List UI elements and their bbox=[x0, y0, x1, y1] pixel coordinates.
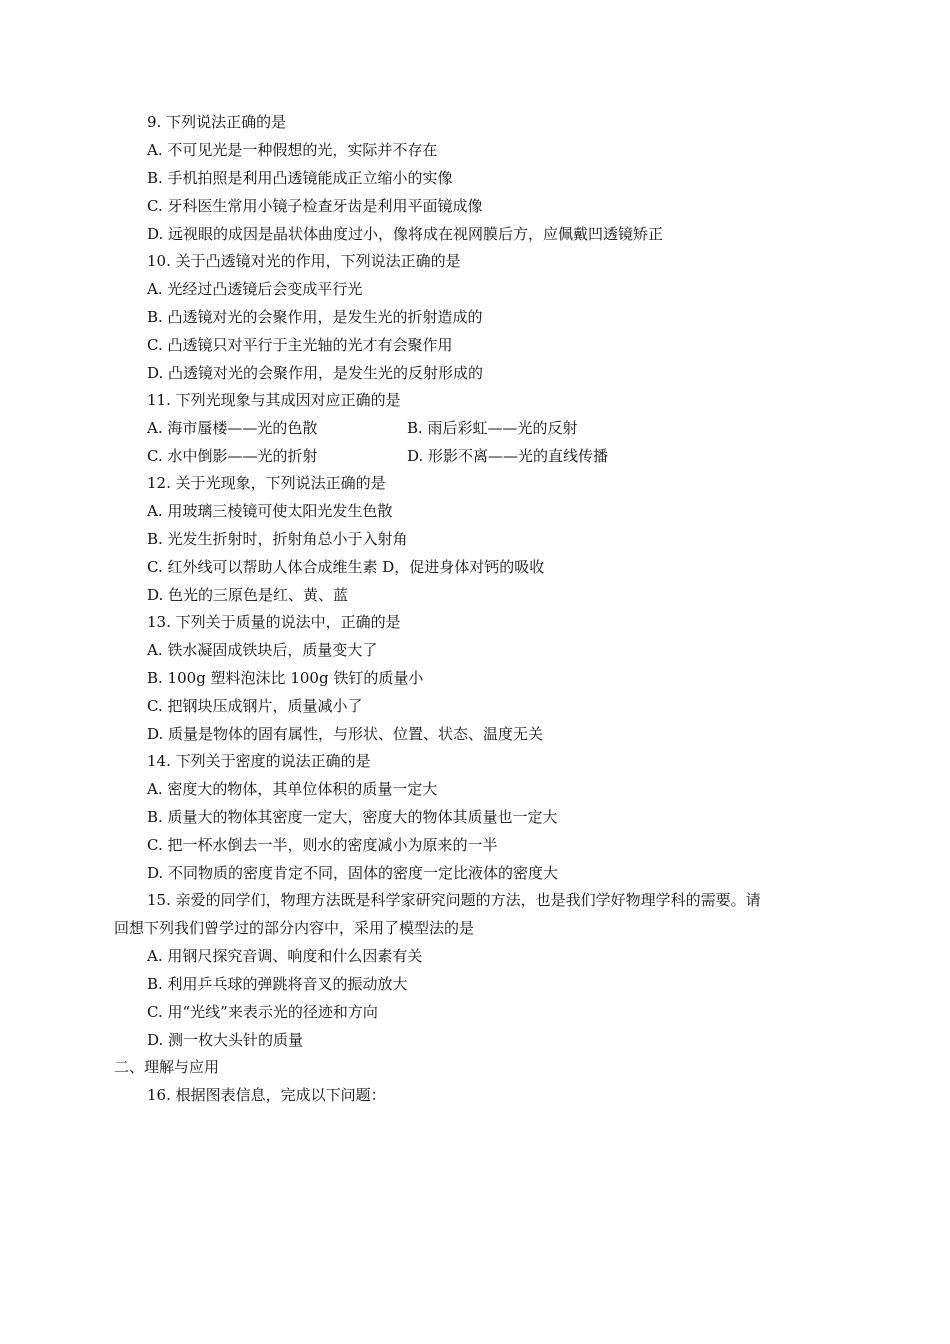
question-12-option-a: A. 用玻璃三棱镜可使太阳光发生色散 bbox=[147, 502, 393, 520]
question-15-option-d: D. 测一枚大头针的质量 bbox=[147, 1031, 304, 1049]
question-12-option-b: B. 光发生折射时，折射角总小于入射角 bbox=[147, 530, 408, 548]
question-14-option-c: C. 把一杯水倒去一半，则水的密度减小为原来的一半 bbox=[147, 836, 498, 854]
question-9-option-d: D. 远视眼的成因是晶状体曲度过小，像将成在视网膜后方，应佩戴凹透镜矫正 bbox=[147, 225, 664, 243]
question-15-stem-line2: 回想下列我们曾学过的部分内容中，采用了模型法的是 bbox=[114, 919, 475, 937]
question-10-option-a: A. 光经过凸透镜后会变成平行光 bbox=[147, 280, 363, 298]
question-14-option-a: A. 密度大的物体，其单位体积的质量一定大 bbox=[147, 780, 438, 798]
question-11-stem: 11. 下列光现象与其成因对应正确的是 bbox=[147, 391, 401, 409]
question-13-option-b: B. 100g 塑料泡沫比 100g 铁钉的质量小 bbox=[147, 669, 424, 687]
question-15-option-b: B. 利用乒乓球的弹跳将音叉的振动放大 bbox=[147, 975, 408, 993]
question-13-option-c: C. 把钢块压成钢片，质量减小了 bbox=[147, 697, 363, 715]
question-13-stem: 13. 下列关于质量的说法中，正确的是 bbox=[147, 613, 401, 631]
question-9-option-c: C. 牙科医生常用小镜子检查牙齿是利用平面镜成像 bbox=[147, 197, 483, 215]
question-11-option-a: A. 海市蜃楼——光的色散 bbox=[147, 419, 318, 437]
question-15-option-a: A. 用钢尺探究音调、响度和什么因素有关 bbox=[147, 947, 423, 965]
question-10-option-d: D. 凸透镜对光的会聚作用，是发生光的反射形成的 bbox=[147, 364, 484, 382]
question-11-option-c: C. 水中倒影——光的折射 bbox=[147, 447, 318, 465]
question-12-option-d: D. 色光的三原色是红、黄、蓝 bbox=[147, 586, 349, 604]
question-16-stem: 16. 根据图表信息，完成以下问题： bbox=[147, 1086, 386, 1104]
section-2-heading: 二、理解与应用 bbox=[114, 1058, 220, 1076]
question-11-option-d: D. 形影不离——光的直线传播 bbox=[407, 447, 609, 465]
question-10-option-b: B. 凸透镜对光的会聚作用，是发生光的折射造成的 bbox=[147, 308, 483, 326]
question-15-stem-line1: 15. 亲爱的同学们，物理方法既是科学家研究问题的方法，也是我们学好物理学科的需要。请 bbox=[147, 891, 761, 909]
question-9-stem: 9. 下列说法正确的是 bbox=[147, 113, 287, 131]
question-14-stem: 14. 下列关于密度的说法正确的是 bbox=[147, 752, 371, 770]
question-13-option-a: A. 铁水凝固成铁块后，质量变大了 bbox=[147, 641, 378, 659]
question-15-option-c: C. 用“光线”来表示光的径迹和方向 bbox=[147, 1003, 378, 1021]
question-10-option-c: C. 凸透镜只对平行于主光轴的光才有会聚作用 bbox=[147, 336, 453, 354]
question-13-option-d: D. 质量是物体的固有属性，与形状、位置、状态、温度无关 bbox=[147, 725, 544, 743]
question-10-stem: 10. 关于凸透镜对光的作用，下列说法正确的是 bbox=[147, 252, 461, 270]
question-14-option-d: D. 不同物质的密度肯定不同，固体的密度一定比液体的密度大 bbox=[147, 864, 559, 882]
question-14-option-b: B. 质量大的物体其密度一定大，密度大的物体其质量也一定大 bbox=[147, 808, 558, 826]
question-12-option-c: C. 红外线可以帮助人体合成维生素 D，促进身体对钙的吸收 bbox=[147, 558, 545, 576]
question-9-option-a: A. 不可见光是一种假想的光，实际并不存在 bbox=[147, 141, 438, 159]
question-11-option-b: B. 雨后彩虹——光的反射 bbox=[407, 419, 578, 437]
question-12-stem: 12. 关于光现象，下列说法正确的是 bbox=[147, 474, 386, 492]
question-9-option-b: B. 手机拍照是利用凸透镜能成正立缩小的实像 bbox=[147, 169, 453, 187]
